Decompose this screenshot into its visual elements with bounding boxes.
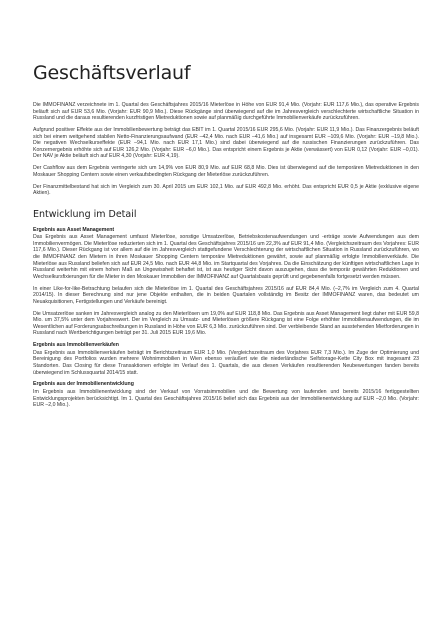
page-title: Geschäftsverlauf [33, 62, 191, 84]
subsection-heading: Ergebnis aus Immobilienverkäufen [33, 342, 119, 349]
subsection-property-sales [33, 342, 419, 376]
intro-paragraph: Aufgrund positiver Effekte aus der Immobilienbewertung beträgt das EBIT im 1. Quartal 2015/16 EUR 295,6 Mio. (Vorjahr: EUR 11,9 Mio.). Das Finanzergebnis beläuft sich bei einem weitgehend stabilen Netto-Finanzierungsaufwand (EUR –42,4 Mio. nach EUR –41,6 Mio.) auf insgesamt EUR –109,6 Mio. (Vorjahr: EUR –19,8 Mio.). Die negativen Wechselkurseffekte (EUR –94,1 Mio. nach EUR 17,1 Mio.) sind dabei überwiegend auf die russischen Finanzierungen zurückzuführen. Das Konzernergebnis erhöhte sich auf EUR 126,2 Mio. (Vorjahr: EUR –6,0 Mio.). Das entspricht einem Ergebnis je Aktie (verwässert) von EUR 0,12 (Vorjahr: EUR –0,01). Der NAV je Aktie beläuft sich auf EUR 4,30 (Vorjahr: EUR 4,19). [33, 126, 419, 160]
body-paragraph: Das Ergebnis aus Immobilienverkäufen beträgt im Berichtszeitraum EUR 1,0 Mio. (Vergleichszeitraum des Vorjahres EUR 7,3 Mio.). Im Zuge der Optimierung und Bereinigung des Portfolios wurden mehrere Wohnimmobilien in Wien ebenso veräußert wie die niederländische Selfstorage-Kette City Box mit insgesamt 23 Standorten. Das Closing für diese Transaktionen erfolgte im Verlauf des 1. Quartals, die aus diesen Verkäufen resultierenden Neubewertungen fanden bereits überwiegend im Schlussquartal 2014/15 statt. [33, 349, 419, 376]
section-heading: Entwicklung im Detail [33, 208, 137, 220]
body-paragraph: Die Umsatzerlöse sanken im Jahresvergleich analog zu den Mieterlösen um 19,0% auf EUR 118,8 Mio. Das Ergebnis aus Asset Management liegt daher mit EUR 59,8 Mio. um 37,5% unter dem Vorjahreswert. Der im Vergleich zu Umsatz- und Mieterlösen größere Rückgang ist eine Folge erhöhter Immobilienaufwendungen, die im Wesentlichen auf Forderungsabschreibungen in Russland in Höhe von EUR 6,3 Mio. zurückzuführen sind. Der verbleibende Stand an ausstehenden Mietforderungen in Russland nach Wertberichtigungen beträgt per 31. Juli 2015 EUR 19,6 Mio. [33, 310, 419, 337]
subsection-heading: Ergebnis aus der Immobilienentwicklung [33, 381, 134, 388]
body-paragraph: In einer Like-for-like-Betrachtung belaufen sich die Mieterlöse im 1. Quartal des Geschäftsjahres 2015/16 auf EUR 84,4 Mio. (–2,7% im Vergleich zum 4. Quartal 2014/15). In dieser Berechnung sind nur jene Objekte enthalten, die in beiden Quartalen vollständig im Besitz der IMMOFINANZ waren, das bedeutet um Neuakquisitionen, Fertigstellungen und Verkäufe bereinigt. [33, 285, 419, 305]
subsection-heading: Ergebnis aus Asset Management [33, 226, 115, 233]
body-paragraph: Im Ergebnis aus Immobilienentwicklung sind der Verkauf von Vorratsimmobilien und die Bewertung von laufenden und bereits 2015/16 fertiggestellten Entwicklungsprojekten berücksichtigt. Im 1. Quartal des Geschäftsjahres 2015/16 belief sich das Ergebnis aus der Immobilienentwicklung auf EUR –2,0 Mio. (Vorjahr: EUR –2,0 Mio.). [33, 388, 419, 409]
intro-paragraph: Die IMMOFINANZ verzeichnete im 1. Quartal des Geschäftsjahres 2015/16 Mieterlöse in Höhe von EUR 91,4 Mio. (Vorjahr: EUR 117,6 Mio.), das operative Ergebnis beläuft sich auf EUR 53,6 Mio. (Vorjahr: EUR 90,9 Mio.). Diese Rückgänge sind überwiegend auf die im Jahresvergleich verschlechterte wirtschaftliche Situation in Russland und die daraus resultierenden kurzfristigen Mietreduktionen sowie auf planmäßig durchgeführte Immobilienverkäufe zurückzuführen. [33, 102, 419, 122]
intro-paragraph: Der Finanzmittelbestand hat sich im Vergleich zum 30. April 2015 um EUR 102,1 Mio. auf EUR 492,8 Mio. erhöht. Das entspricht EUR 0,5 je Aktie (exklusive eigene Aktien). [33, 183, 419, 197]
subsection-property-development [33, 381, 419, 408]
body-paragraph: Das Ergebnis aus Asset Management umfasst Mieterlöse, sonstige Umsatzerlöse, Betriebskostenaufwendungen und -erträge sowie Aufwendungen aus dem Immobilienvermögen. Die Mieterlöse reduzierten sich im 1. Quartal des Geschäftsjahres 2015/16 um 22,3% auf EUR 91,4 Mio. (Vergleichszeitraum des Vorjahres: EUR 117,6 Mio.). Dieser Rückgang ist vor allem auf die im Jahresvergleich stattgefundene Verschlechterung der wirtschaftlichen Situation in Russland zurückzuführen, wo die IMMOFINANZ den Mietern in ihren Moskauer Shopping Centern temporäre Mietreduktionen gewährt, sowie auf planmäßig erfolgte Immobilienverkäufe. Die Mieterlöse aus Russland beliefen sich auf EUR 24,5 Mio. nach EUR 44,8 Mio. im Startquartal des Vorjahres. Da die Einschätzung der künftigen wirtschaftlichen Lage in Russland weiterhin mit einem hohen Maß an Ungewissheit behaftet ist, ist aus heutiger Sicht davon auszugehen, dass die temporär gewährten Reduktionen und Wechselkursfixierungen für die Mieter in den Moskauer Immobilien der IMMOFINANZ auf Quartalsbasis geprüft und gegebenenfalls fortgesetzt werden müssen. [33, 234, 419, 280]
intro-paragraph: Der Cashflow aus dem Ergebnis verringerte sich um 14,9% von EUR 80,9 Mio. auf EUR 68,8 Mio. Dies ist überwiegend auf die temporären Mietreduktionen in den Moskauer Shopping Centern sowie einen verkaufsbedingten Rückgang der Mieterlöse zurückzuführen. [33, 165, 419, 178]
subsection-asset-management [33, 227, 419, 337]
